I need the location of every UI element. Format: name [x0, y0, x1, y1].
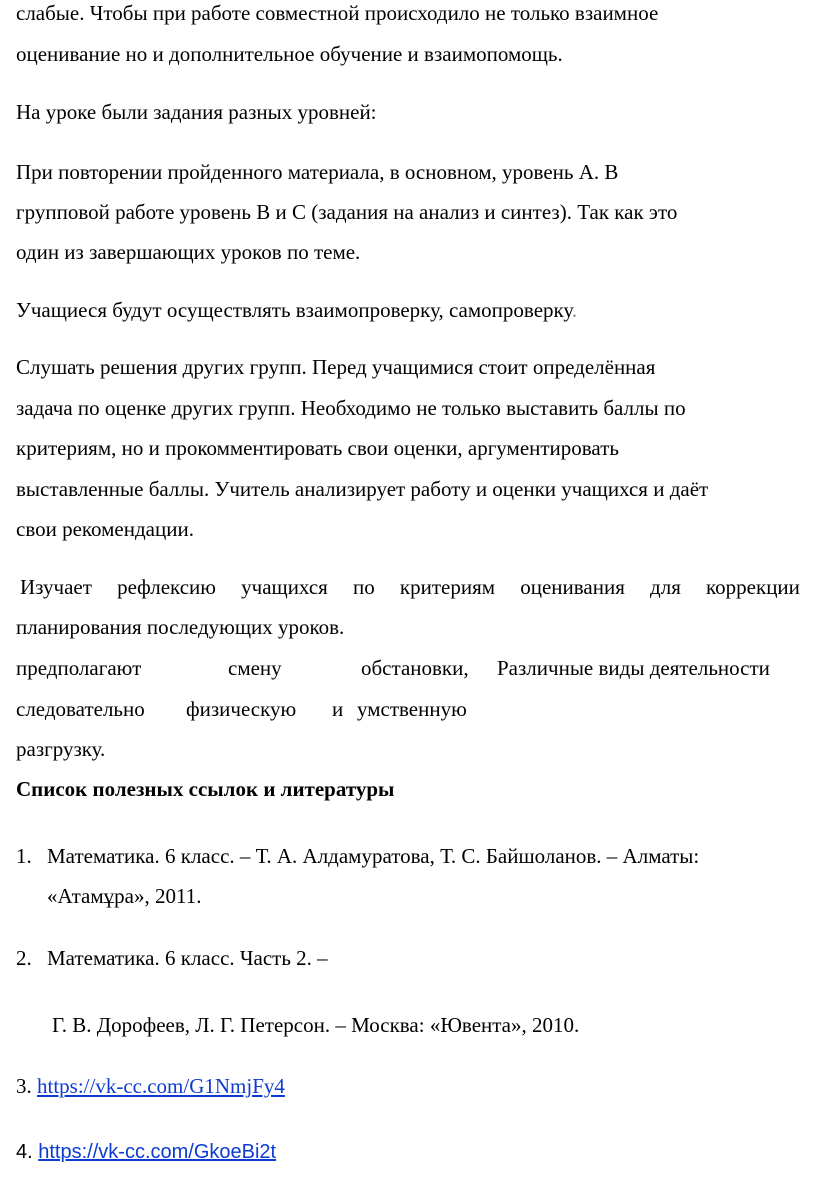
paragraph-line: планирования последующих уроков. [16, 615, 345, 639]
word: физическую [186, 697, 297, 721]
reference-number: 4. [16, 1141, 33, 1163]
references-title: Список полезных ссылок и литературы [16, 777, 395, 801]
reference-link[interactable]: https://vk-cc.com/G1NmjFy4 [37, 1074, 285, 1098]
reference-number: 3. [16, 1074, 32, 1098]
word: смену [228, 656, 282, 680]
paragraph-line: слабые. Чтобы при работе совместной происходило не только взаимное [16, 1, 659, 25]
word: по [352, 575, 375, 599]
paragraph-line: критериям, но и прокомментировать свои оценки, аргументировать [16, 436, 619, 460]
paragraph-line: один из завершающих уроков по теме. [16, 240, 361, 264]
word: оценивания [520, 575, 625, 599]
word: предполагают [16, 656, 142, 680]
word: обстановки, [361, 656, 469, 680]
word: следовательно [16, 697, 145, 721]
paragraph-line: На уроке были задания разных уровней: [16, 100, 377, 124]
word: Различные виды деятельности [497, 656, 770, 680]
paragraph-dot: . [571, 298, 578, 322]
word: Изучает [20, 575, 92, 599]
paragraph-line [16, 297, 577, 323]
word: учащихся [241, 575, 328, 599]
reference-link-row [16, 1139, 276, 1165]
paragraph-line: разгрузку. [16, 737, 106, 761]
reference-text: Математика. 6 класс. – Т. А. Алдамуратова, Т. С. Байшоланов. – Алматы: [47, 844, 700, 868]
paragraph-line: свои рекомендации. [16, 517, 194, 541]
paragraph-line: При повторении пройденного материала, в основном, уровень А. В [16, 160, 619, 184]
word: коррекции [706, 575, 800, 599]
paragraph-line: групповой работе уровень В и С (задания на анализ и синтез). Так как это [16, 200, 678, 224]
reference-text: Г. В. Дорофеев, Л. Г. Петерсон. – Москва: «Ювента», 2010. [52, 1013, 580, 1037]
paragraph-line-justified [20, 574, 800, 600]
reference-text: «Атамұра», 2011. [47, 884, 202, 908]
reference-number: 1. [16, 844, 32, 868]
paragraph-text: Учащиеся будут осуществлять взаимопроверку, самопроверку [16, 298, 572, 322]
paragraph-line: Слушать решения других групп. Перед учащимися стоит определённая [16, 355, 656, 379]
paragraph-line: оценивание но и дополнительное обучение и взаимопомощь. [16, 42, 563, 66]
word: рефлексию [117, 575, 216, 599]
word: умственную [357, 697, 467, 721]
reference-text: Математика. 6 класс. Часть 2. – [47, 946, 328, 970]
word: критериям [399, 575, 496, 599]
reference-link[interactable]: https://vk-cc.com/GkoeBi2t [38, 1141, 277, 1163]
word: для [650, 575, 681, 599]
paragraph-line: выставленные баллы. Учитель анализирует работу и оценки учащихся и даёт [16, 477, 709, 501]
paragraph-line: задача по оценке других групп. Необходимо не только выставить баллы по [16, 396, 686, 420]
reference-link-row [16, 1073, 285, 1099]
word: и [332, 697, 344, 721]
reference-number: 2. [16, 946, 32, 970]
